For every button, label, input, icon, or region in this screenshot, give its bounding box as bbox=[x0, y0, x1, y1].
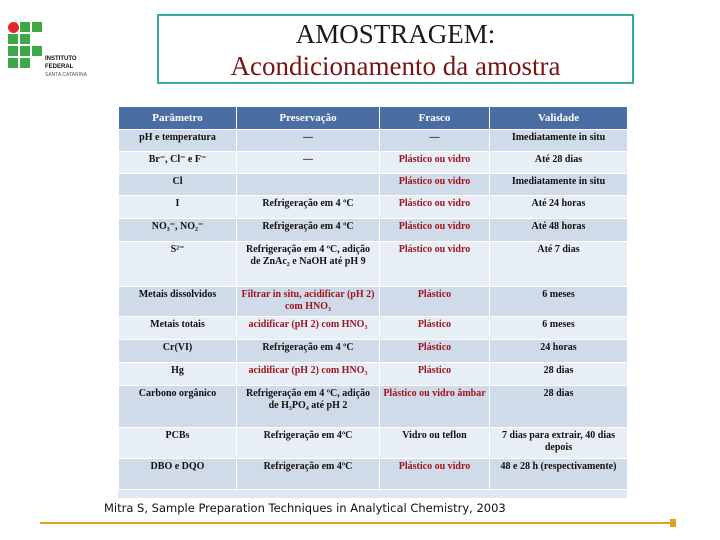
header-parametro: Parâmetro bbox=[119, 107, 237, 130]
cell-parametro: NO₃⁻, NO₂⁻ bbox=[119, 219, 237, 242]
cell-validade: 24 horas bbox=[490, 340, 628, 363]
table-row bbox=[119, 196, 628, 219]
cell-validade: 7 dias para extrair, 40 dias depois bbox=[490, 428, 628, 459]
cell-preservacao bbox=[237, 174, 380, 196]
cell-validade: Até 28 dias bbox=[490, 152, 628, 174]
cell-parametro: Br⁻, Cl⁻ e F⁻ bbox=[119, 152, 237, 174]
cell-parametro: I bbox=[119, 196, 237, 219]
source-credit: Mitra S, Sample Preparation Techniques in Analytical Chemistry, 2003 bbox=[104, 501, 506, 515]
table-row bbox=[119, 242, 628, 287]
cell-frasco: Plástico bbox=[380, 340, 490, 363]
cell-preservacao: — bbox=[237, 152, 380, 174]
cell-validade: Até 24 horas bbox=[490, 196, 628, 219]
cell-frasco: Vidro ou teflon bbox=[380, 428, 490, 459]
cell-preservacao: acidificar (pH 2) com HNO₃ bbox=[237, 363, 380, 386]
cell-preservacao: Refrigeração em 4 ºC, adição de ZnAc₂ e NaOH até pH 9 bbox=[237, 242, 380, 287]
cell-preservacao: Refrigeração em 4ºC bbox=[237, 459, 380, 490]
cell-frasco: — bbox=[380, 130, 490, 152]
table-row bbox=[119, 152, 628, 174]
cell-validade: Imediatamente in situ bbox=[490, 130, 628, 152]
title-line2: Acondicionamento da amostra bbox=[230, 51, 561, 81]
logo-grid-icon bbox=[6, 20, 42, 76]
table-row bbox=[119, 219, 628, 242]
table-row bbox=[119, 174, 628, 196]
header-validade: Validade bbox=[490, 107, 628, 130]
cell-preservacao: Refrigeração em 4 ºC bbox=[237, 340, 380, 363]
cell-preservacao: Refrigeração em 4 ºC, adição de H₃PO₄ até pH 2 bbox=[237, 386, 380, 428]
cell-frasco: Plástico ou vidro bbox=[380, 152, 490, 174]
cell-parametro: Carbono orgânico bbox=[119, 386, 237, 428]
cell-frasco: Plástico bbox=[380, 317, 490, 340]
cell-parametro: PCBs bbox=[119, 428, 237, 459]
cell-validade: 28 dias bbox=[490, 363, 628, 386]
table-row bbox=[119, 386, 628, 428]
cell-parametro: Cl bbox=[119, 174, 237, 196]
cell-validade: Até 48 horas bbox=[490, 219, 628, 242]
table-header-row bbox=[119, 107, 628, 130]
ifsc-logo bbox=[6, 20, 106, 78]
cell-validade: 48 e 28 h (respectivamente) bbox=[490, 459, 628, 490]
cell-parametro: DBO e DQO bbox=[119, 459, 237, 490]
cell-parametro: Cr(VI) bbox=[119, 340, 237, 363]
preservation-table bbox=[118, 106, 627, 498]
cell-preservacao: Refrigeração em 4 ºC bbox=[237, 196, 380, 219]
cell-parametro: pH e temperatura bbox=[119, 130, 237, 152]
cell-frasco: Plástico ou vidro bbox=[380, 196, 490, 219]
cell-preservacao: Refrigeração em 4 ºC bbox=[237, 219, 380, 242]
cell-frasco: Plástico bbox=[380, 363, 490, 386]
cell-preservacao: Filtrar in situ, acidificar (pH 2) com HNO₃ bbox=[237, 287, 380, 317]
cell-parametro: S²⁻ bbox=[119, 242, 237, 287]
header-frasco: Frasco bbox=[380, 107, 490, 130]
cell-validade: Até 7 dias bbox=[490, 242, 628, 287]
logo-line2: SANTA CATARINA bbox=[45, 72, 87, 78]
cell-preservacao: Refrigeração em 4ºC bbox=[237, 428, 380, 459]
footer-divider bbox=[40, 522, 676, 524]
cell-preservacao: — bbox=[237, 130, 380, 152]
cell-frasco: Plástico ou vidro bbox=[380, 459, 490, 490]
table-row bbox=[119, 340, 628, 363]
table-row bbox=[119, 363, 628, 386]
header-preservacao: Preservação bbox=[237, 107, 380, 130]
table-row bbox=[119, 317, 628, 340]
table-row bbox=[119, 130, 628, 152]
cell-preservacao: acidificar (pH 2) com HNO₃ bbox=[237, 317, 380, 340]
cell-validade: 6 meses bbox=[490, 317, 628, 340]
cell-frasco: Plástico ou vidro âmbar bbox=[380, 386, 490, 428]
cell-frasco: Plástico ou vidro bbox=[380, 174, 490, 196]
cell-parametro: Metais totais bbox=[119, 317, 237, 340]
title-line1: AMOSTRAGEM: bbox=[295, 19, 496, 49]
cell-validade: 6 meses bbox=[490, 287, 628, 317]
cell-validade: Imediatamente in situ bbox=[490, 174, 628, 196]
cell-frasco: Plástico ou vidro bbox=[380, 242, 490, 287]
cell-parametro: Metais dissolvidos bbox=[119, 287, 237, 317]
logo-line1: INSTITUTO FEDERAL bbox=[45, 56, 77, 70]
table-row bbox=[119, 428, 628, 459]
logo-text bbox=[45, 55, 106, 79]
cell-validade: 28 dias bbox=[490, 386, 628, 428]
slide-title bbox=[157, 14, 634, 84]
table-row bbox=[119, 459, 628, 490]
cell-parametro: Hg bbox=[119, 363, 237, 386]
table-row bbox=[119, 287, 628, 317]
cell-frasco: Plástico ou vidro bbox=[380, 219, 490, 242]
divider-end-mark bbox=[670, 519, 676, 527]
cell-frasco: Plástico bbox=[380, 287, 490, 317]
